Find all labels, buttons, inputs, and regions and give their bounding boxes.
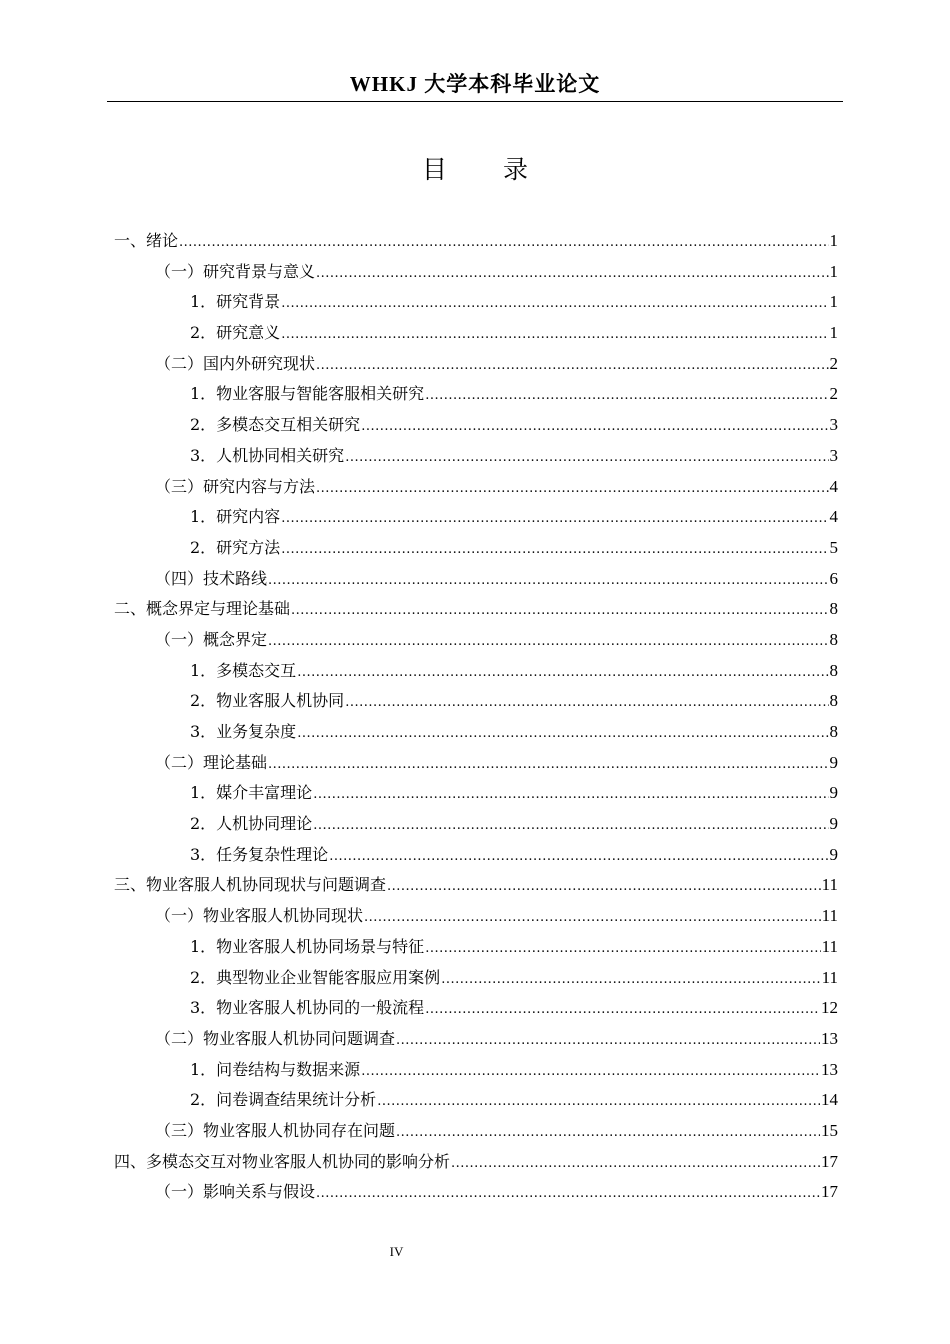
- toc-entry-text: 2．人机协同理论: [190, 814, 313, 834]
- toc-entry-text: （一）研究背景与意义: [155, 261, 316, 281]
- toc-entry[interactable]: [114, 226, 838, 257]
- toc-leader-dots: [345, 688, 828, 719]
- toc-leader-dots: [291, 596, 828, 627]
- toc-leader-dots: [268, 627, 828, 658]
- toc-entry[interactable]: [114, 840, 838, 871]
- toc-entry-page: 9: [829, 814, 838, 834]
- toc-entry[interactable]: [114, 686, 838, 717]
- toc-entry[interactable]: [114, 533, 838, 564]
- toc-entry[interactable]: [114, 1024, 838, 1055]
- toc-title: 目 录: [422, 155, 552, 184]
- toc-leader-dots: [268, 750, 828, 781]
- toc-entry[interactable]: [114, 625, 838, 656]
- toc-entry-text: 3．人机协同相关研究: [190, 445, 345, 465]
- toc-entry[interactable]: [114, 1085, 838, 1116]
- toc-entry[interactable]: [114, 748, 838, 779]
- toc-entry-page: 17: [821, 1151, 838, 1171]
- toc-leader-dots: [316, 474, 828, 505]
- toc-entry-page: 9: [829, 783, 838, 803]
- toc-entry-page: 2: [829, 384, 838, 404]
- toc-entry[interactable]: [114, 349, 838, 380]
- toc-entry-page: 1: [829, 261, 838, 281]
- toc-entry[interactable]: [114, 410, 838, 441]
- toc-leader-dots: [451, 1149, 820, 1180]
- toc-entry[interactable]: [114, 1055, 838, 1086]
- table-of-contents: [114, 226, 838, 1208]
- toc-entry-page: 2: [829, 353, 838, 373]
- toc-leader-dots: [425, 934, 820, 965]
- toc-entry-text: 2．典型物业企业智能客服应用案例: [190, 967, 441, 987]
- toc-entry-page: 1: [829, 292, 838, 312]
- toc-entry-page: 6: [829, 568, 838, 588]
- toc-leader-dots: [425, 381, 828, 412]
- toc-entry-text: （二）物业客服人机协同问题调查: [155, 1028, 396, 1048]
- toc-leader-dots: [425, 995, 820, 1026]
- toc-entry[interactable]: [114, 870, 838, 901]
- toc-entry-text: 2．研究意义: [190, 323, 281, 343]
- toc-entry-text: （三）物业客服人机协同存在问题: [155, 1120, 396, 1140]
- toc-entry-text: 1．研究背景: [190, 292, 281, 312]
- toc-entry[interactable]: [114, 717, 838, 748]
- toc-entry[interactable]: [114, 502, 838, 533]
- toc-entry-text: 1．多模态交互: [190, 660, 297, 680]
- toc-entry-page: 11: [821, 936, 838, 956]
- toc-entry[interactable]: [114, 1147, 838, 1178]
- toc-entry-page: 5: [829, 537, 838, 557]
- toc-entry-page: 3: [829, 445, 838, 465]
- toc-entry-text: （三）研究内容与方法: [155, 476, 316, 496]
- header-title: WHKJ 大学本科毕业论文: [349, 72, 601, 96]
- toc-entry[interactable]: [114, 1177, 838, 1208]
- toc-entry[interactable]: [114, 379, 838, 410]
- toc-leader-dots: [441, 965, 820, 996]
- toc-leader-dots: [377, 1087, 820, 1118]
- toc-entry-text: 一、绪论: [114, 231, 179, 250]
- toc-leader-dots: [281, 320, 828, 351]
- toc-leader-dots: [313, 811, 828, 842]
- toc-leader-dots: [316, 351, 828, 382]
- toc-entry-page: 8: [829, 660, 838, 680]
- toc-entry-text: 三、物业客服人机协同现状与问题调查: [114, 875, 387, 895]
- toc-entry-text: 3．业务复杂度: [190, 722, 297, 741]
- toc-entry-text: （一）概念界定: [155, 629, 268, 649]
- toc-entry-page: 11: [821, 906, 838, 926]
- toc-entry-page: 15: [821, 1120, 838, 1140]
- toc-entry-text: 3．任务复杂性理论: [190, 844, 329, 864]
- toc-leader-dots: [396, 1118, 820, 1149]
- toc-entry[interactable]: [114, 778, 838, 809]
- toc-entry-page: 13: [821, 1028, 838, 1048]
- toc-entry-page: 9: [829, 752, 838, 772]
- toc-entry[interactable]: [114, 441, 838, 472]
- toc-entry-text: 2．问卷调查结果统计分析: [190, 1090, 377, 1110]
- toc-entry-text: （四）技术路线: [155, 568, 268, 588]
- toc-entry-page: 14: [821, 1090, 838, 1110]
- toc-entry[interactable]: [114, 1116, 838, 1147]
- toc-entry-text: （二）国内外研究现状: [155, 353, 316, 373]
- toc-entry-text: 1．问卷结构与数据来源: [190, 1059, 361, 1079]
- toc-entry-page: 1: [829, 231, 838, 250]
- toc-entry-text: 1．物业客服与智能客服相关研究: [190, 384, 425, 404]
- toc-leader-dots: [316, 1179, 820, 1210]
- toc-entry[interactable]: [114, 963, 838, 994]
- toc-entry-page: 4: [829, 507, 838, 527]
- toc-entry-text: （一）物业客服人机协同现状: [155, 906, 364, 926]
- toc-entry-page: 3: [829, 415, 838, 435]
- toc-entry-text: （二）理论基础: [155, 752, 268, 772]
- toc-entry-text: （一）影响关系与假设: [155, 1182, 316, 1202]
- toc-entry[interactable]: [114, 318, 838, 349]
- toc-entry-page: 8: [829, 691, 838, 711]
- toc-leader-dots: [345, 443, 828, 474]
- toc-entry-page: 12: [821, 998, 838, 1018]
- toc-leader-dots: [396, 1026, 820, 1057]
- toc-entry[interactable]: [114, 993, 838, 1024]
- toc-entry-page: 8: [829, 722, 838, 741]
- toc-entry-page: 8: [829, 629, 838, 649]
- toc-entry-page: 8: [829, 599, 838, 619]
- toc-entry-page: 1: [829, 323, 838, 343]
- toc-entry-text: 2．研究方法: [190, 537, 281, 557]
- toc-entry-text: 1．研究内容: [190, 507, 281, 527]
- toc-leader-dots: [281, 504, 828, 535]
- toc-entry[interactable]: [114, 809, 838, 840]
- toc-entry-page: 11: [821, 875, 838, 895]
- toc-leader-dots: [297, 658, 828, 689]
- toc-entry-text: 1．物业客服人机协同场景与特征: [190, 936, 425, 956]
- toc-entry-page: 13: [821, 1059, 838, 1079]
- toc-entry-page: 9: [829, 844, 838, 864]
- toc-entry-text: 3．物业客服人机协同的一般流程: [190, 998, 425, 1018]
- toc-leader-dots: [329, 842, 828, 873]
- page-header: [107, 68, 843, 102]
- toc-leader-dots: [313, 780, 828, 811]
- toc-leader-dots: [179, 228, 828, 259]
- toc-entry[interactable]: [114, 257, 838, 288]
- toc-leader-dots: [387, 872, 821, 903]
- toc-entry[interactable]: [114, 901, 838, 932]
- toc-leader-dots: [364, 903, 821, 934]
- toc-leader-dots: [361, 412, 828, 443]
- toc-leader-dots: [268, 566, 828, 597]
- toc-entry-text: 2．物业客服人机协同: [190, 691, 345, 711]
- toc-entry-text: 1．媒介丰富理论: [190, 783, 313, 803]
- toc-entry-page: 17: [821, 1182, 838, 1202]
- page-number: IV: [389, 1244, 404, 1259]
- toc-entry-text: 四、多模态交互对物业客服人机协同的影响分析: [114, 1151, 451, 1171]
- toc-entry-page: 11: [821, 967, 838, 987]
- toc-leader-dots: [361, 1057, 820, 1088]
- toc-entry[interactable]: [114, 656, 838, 687]
- toc-entry[interactable]: [114, 472, 838, 503]
- toc-entry[interactable]: [114, 287, 838, 318]
- toc-entry[interactable]: [114, 594, 838, 625]
- toc-entry-text: 二、概念界定与理论基础: [114, 599, 291, 619]
- toc-entry-page: 4: [829, 476, 838, 496]
- toc-leader-dots: [316, 259, 828, 290]
- toc-leader-dots: [281, 535, 828, 566]
- toc-leader-dots: [297, 719, 828, 750]
- toc-leader-dots: [281, 289, 828, 320]
- toc-entry[interactable]: [114, 564, 838, 595]
- toc-entry[interactable]: [114, 932, 838, 963]
- toc-entry-text: 2．多模态交互相关研究: [190, 415, 361, 435]
